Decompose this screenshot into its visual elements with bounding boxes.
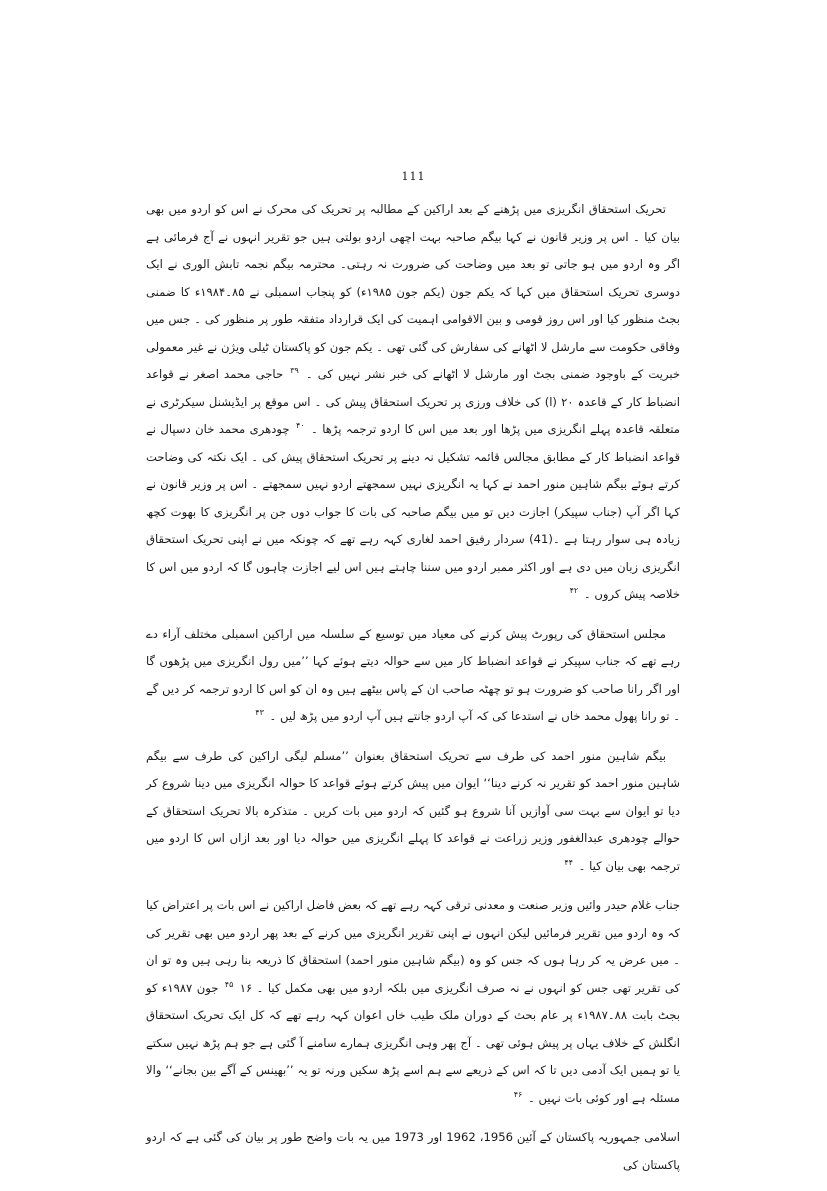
paragraph-text: حاجی محمد اصغر نے قواعد انضباط کار کے قاعدہ ۲۰ (ا) کی خلاف ورزی پر تحریک استحقاق پیش کی ۔ اس موقع پر ایڈیشنل سیکرٹری نے متعلقہ قاعدہ پہلے انگریزی میں پڑھا اور بعد میں اس کا اردو ترجمہ پڑھا ۔	[146, 367, 681, 436]
page-number: 111	[401, 170, 426, 183]
paragraph-1	[146, 196, 680, 609]
footnote-marker: ۴۴	[564, 857, 573, 867]
paragraph-4	[146, 892, 680, 1112]
paragraph-text: بیگم شاہین منور احمد کی طرف سے تحریک استحقاق بعنوان ’’مسلم لیگی اراکین کی طرف سے بیگم شاہین منور احمد کو تقریر نہ کرنے دینا‘‘ ایوان میں پیش کرتے ہوئے قواعد کا حوالہ انگریزی میں دینا شروع کر دیا تو ایوان سے بہت سی آوازیں آنا شروع ہو گئیں کہ اردو میں بات کریں ۔ متذکرہ بالا تحریک استحقاق کے حوالے چودھری عبدالغفور وزیر زراعت نے قواعد کا پہلے انگریزی میں حوالہ دیا اور بعد ازاں اس کا اردو میں ترجمہ بھی بیان کیا ۔	[146, 748, 680, 873]
footnote-marker: ۳۹	[290, 366, 299, 376]
paragraph-text: تحریک استحقاق انگریزی میں پڑھنے کے بعد اراکین کے مطالبہ پر تحریک کی محرک نے اس کو اردو میں بھی بیان کیا ۔ اس پر وزیر قانون نے کہا بیگم صاحبہ بہت اچھی اردو بولتی ہیں جو تقریر انہوں نے آج فرمائی ہے اگر وہ اردو میں ہو جاتی تو بعد میں وضاحت کی ضرورت نہ رہتی۔ محترمہ بیگم نجمہ تابش الوری نے ایک دوسری تحریک استحقاق میں کہا کہ یکم جون (یکم جون ۱۹۸۵ء) کو پنجاب اسمبلی نے ۸۵۔۱۹۸۴ء کا ضمنی بجٹ منظور کیا اور اس روز قومی و بین الاقوامی اہمیت کی ایک قرارداد متفقہ طور پر منظور کی ۔ جس میں وفاقی حکومت سے مارشل لا اٹھانے کی سفارش کی گئی تھی ۔ یکم جون کو پاکستان ٹیلی ویژن نے غیر معمولی خبریت کے باوجود ضمنی بجٹ اور مارشل لا اٹھانے کی خبر نشر نہیں کی ۔	[146, 202, 681, 381]
paragraph-3	[146, 743, 680, 881]
document-body	[146, 196, 680, 1191]
paragraph-2	[146, 621, 680, 731]
footnote-marker: ۴۳	[255, 708, 264, 718]
paragraph-5	[146, 1124, 680, 1179]
paragraph-text: اسلامی جمہوریہ پاکستان کے آئین 1956، 1962 اور 1973 میں یہ بات واضح طور پر بیان کی گئی ہے کہ اردو پاکستان کی	[146, 1130, 680, 1172]
paragraph-text: ۱۶ جون ۱۹۸۷ء کو بجٹ بابت ۸۸۔۱۹۸۷ء پر عام بحث کے دوران ملک طیب خاں اعوان کہہ رہے تھے کہ کل ایک تحریک استحقاق انگلش کے خلاف یہاں پر پیش ہوئی تھی ۔ آج پھر وہی انگریزی ہمارے سامنے آ گئی ہے جو ہم پڑھ نہیں سکتے یا تو ہمیں ایک آدمی دیں تا کہ اس کے ذریعے سے ہم اسے پڑھ سکیں ورنہ تو یہ ’’بھینس کے آگے بین بجانے‘‘ والا مسئلہ ہے اور کوئی بات نہیں ۔	[146, 980, 680, 1105]
paragraph-text: مجلس استحقاق کی رپورٹ پیش کرنے کی معیاد میں توسیع کے سلسلہ میں اراکین اسمبلی مختلف آراء دے رہے تھے کہ جناب سپیکر نے قواعد انضباط کار میں سے حوالہ دیتے ہوئے کہا ’’میں رول انگریزی میں پڑھوں گا اور اگر رانا صاحب کو ضرورت ہو تو چھٹہ صاحب ان کے پاس بیٹھے ہیں وہ ان کو اس کا اردو ترجمہ کر دیں گے ۔ تو رانا پھول محمد خاں نے استدعا کی کہ آپ اردو جانتے ہیں آپ اردو میں پڑھ لیں ۔	[146, 626, 680, 723]
footnote-marker: ۴۶	[513, 1089, 523, 1099]
footnote-marker: ۴۰	[296, 421, 305, 431]
paragraph-text: چودھری محمد خان دسپال نے قواعد انضباط کار کے مطابق مجالس قائمہ تشکیل نہ دینے پر تحریک استحقاق پیش کی ۔ ایک نکتہ کی وضاحت کرتے ہوئے بیگم شاہین منور احمد نے کہا یہ انگریزی نہیں سمجھتے اردو نہیں سمجھتے ۔ اس پر وزیر قانون نے کہا اگر آپ (جناب سپیکر) اجازت دیں تو میں بیگم صاحبہ کی بات کا جواب دوں جن پر انگریزی کا بھوت کچھ زیادہ ہی سوار رہتا ہے ۔(41) سردار رفیق احمد لغاری کہہ رہے تھے کہ چونکہ میں نے اپنی تحریک استحقاق انگریزی زبان میں دی ہے اور اکثر ممبر اردو میں سننا چاہتے ہیں اس لیے اجازت چاہوں گا کہ اردو میں اس کا خلاصہ پیش کروں ۔	[146, 422, 681, 601]
paragraph-text: جناب غلام حیدر وائیں وزیر صنعت و معدنی ترقی کہہ رہے تھے کہ بعض فاضل اراکین نے اس بات پر اعتراض کیا کہ وہ اردو میں تقریر فرمائیں لیکن انہوں نے اپنی تقریر انگریزی میں کرنے کے بعد پھر اردو میں بھی تقریر کی ۔ میں عرض یہ کر رہا ہوں کہ جس کو وہ (بیگم شاہین منور احمد) استحقاق کا ذریعہ بنا رہی ہیں وہ تو ان کی تقریر تھی جس کو انہوں نے نہ صرف انگریزی میں بلکہ اردو میں بھی مکمل کیا ۔	[146, 898, 681, 995]
footnote-marker: ۴۵	[224, 979, 234, 989]
footnote-marker: ۴۲	[569, 586, 579, 596]
